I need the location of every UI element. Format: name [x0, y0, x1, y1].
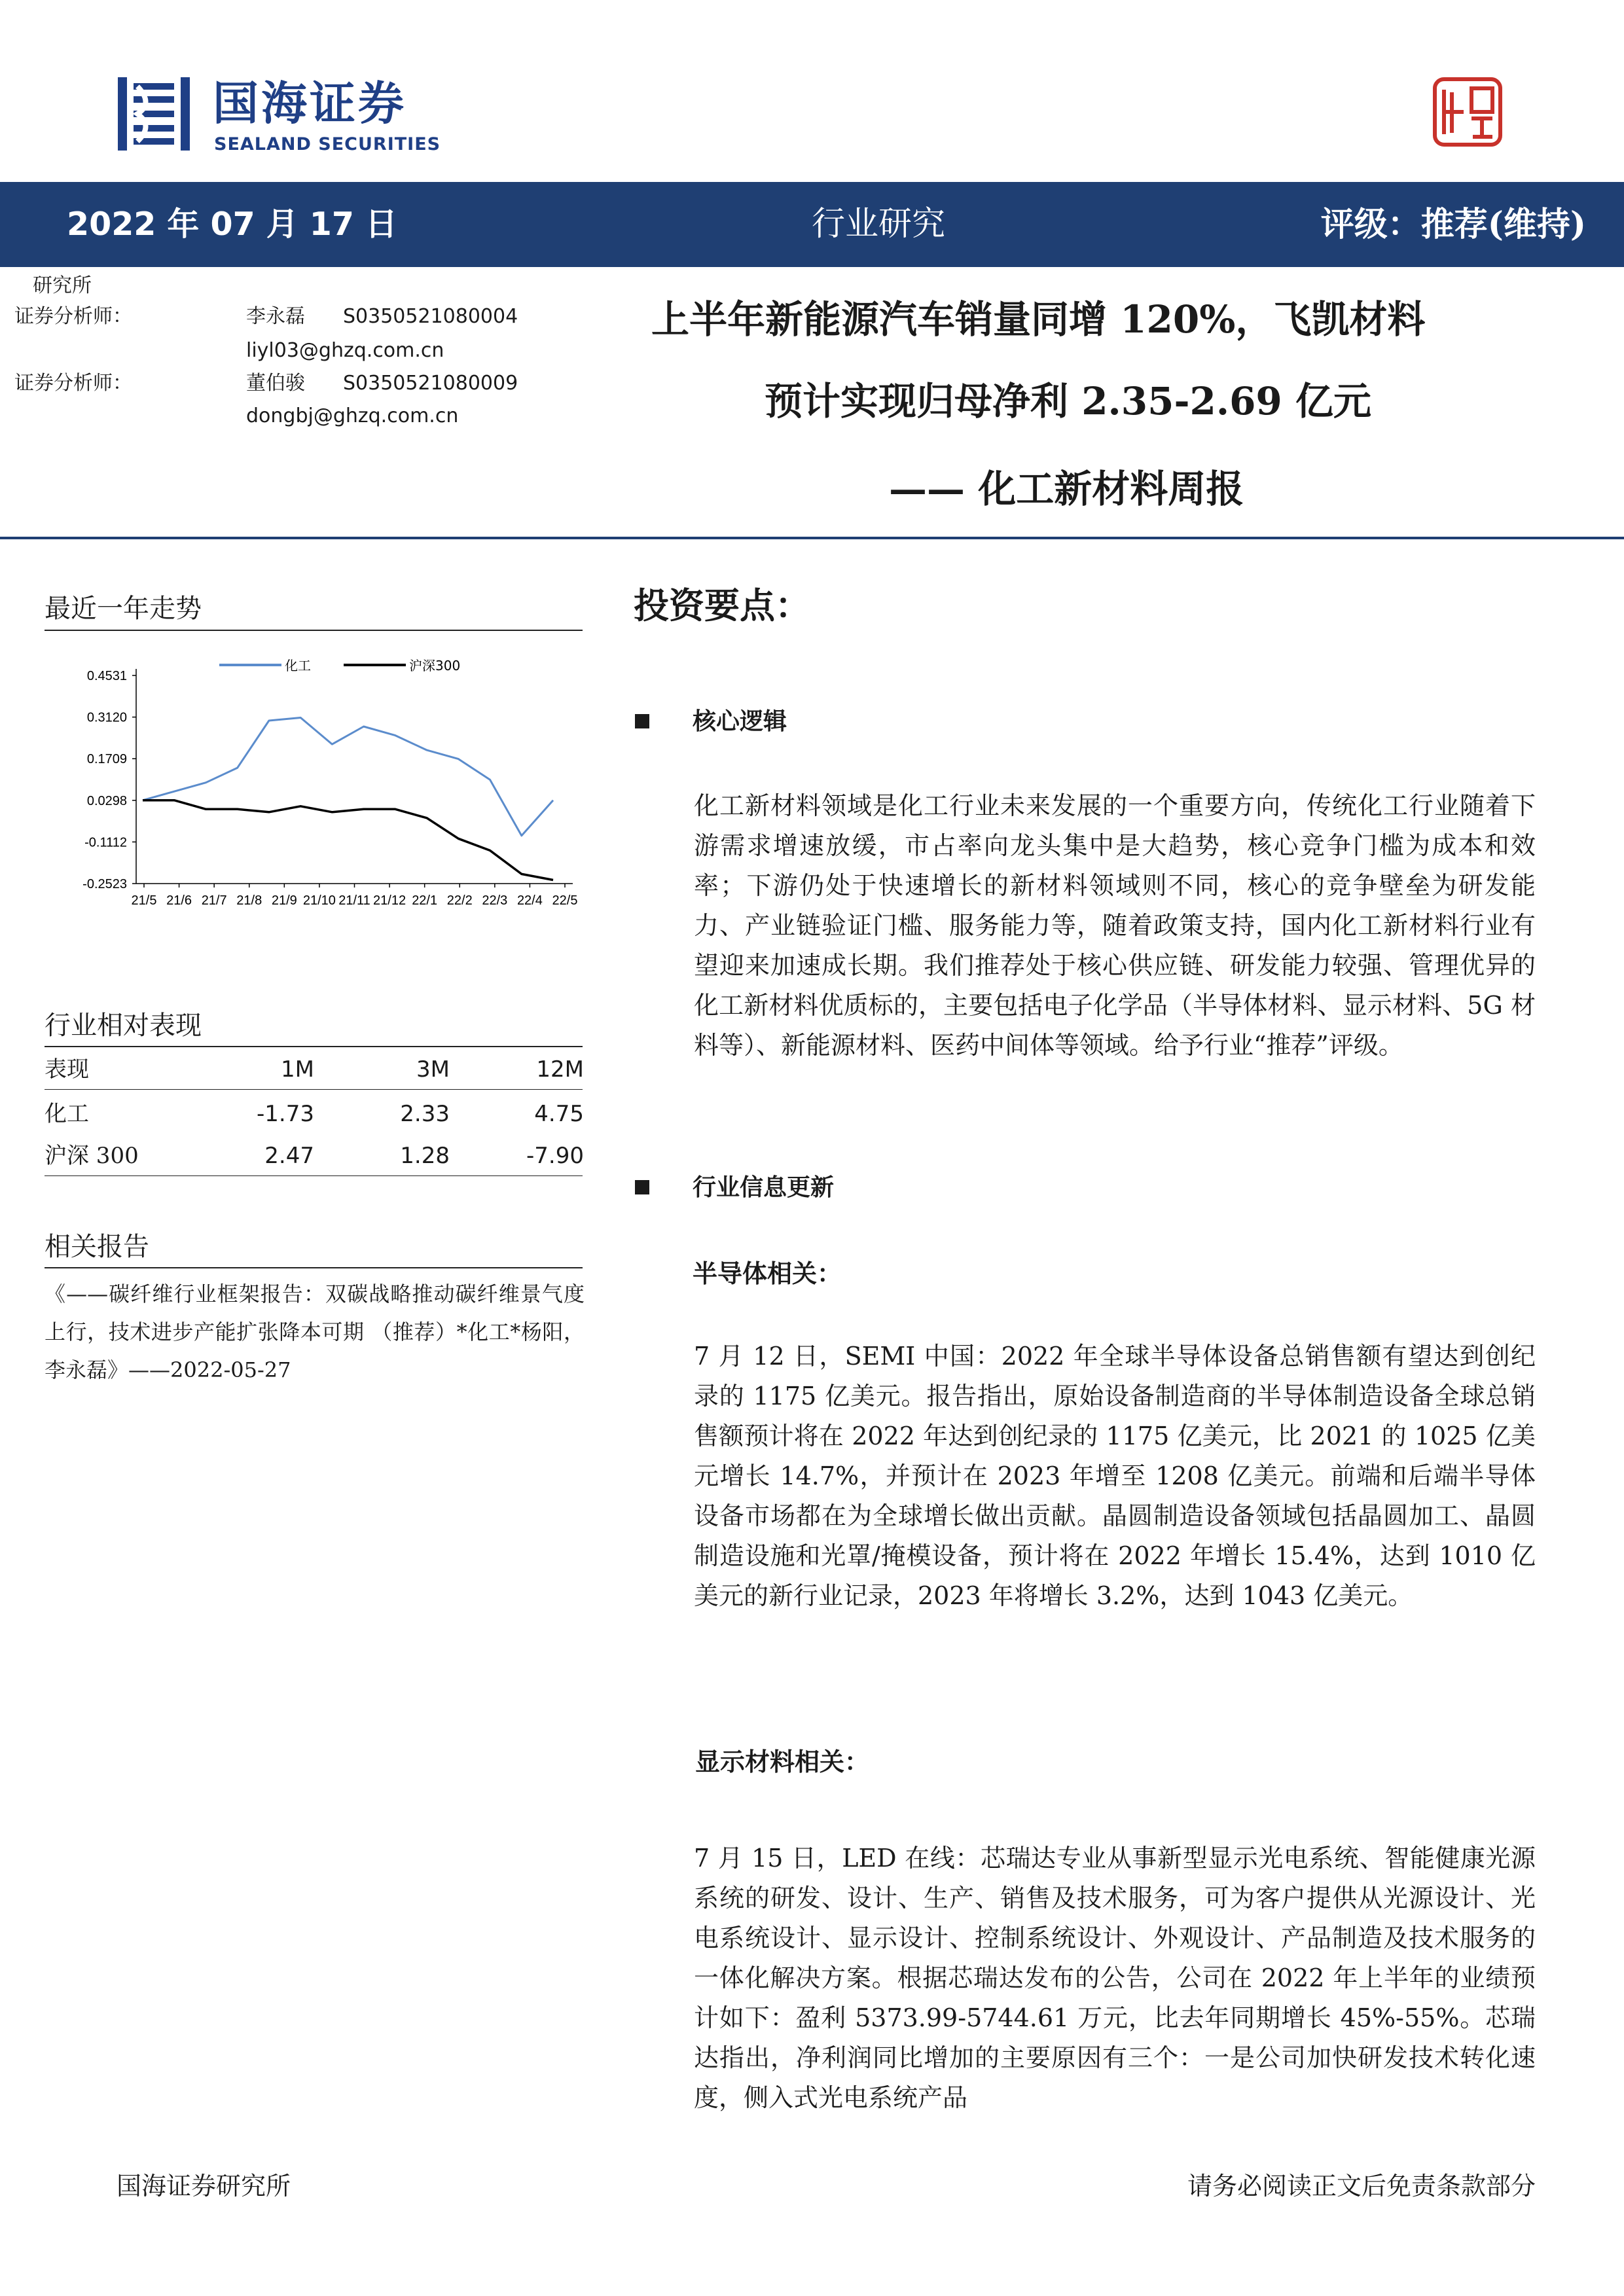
header-divider	[0, 537, 1624, 539]
chart-series-line	[143, 718, 553, 836]
display-subheading: 显示材料相关：	[695, 1747, 870, 1776]
section-title: 核心逻辑	[693, 708, 787, 735]
chart-y-tick-label: -0.2523	[82, 877, 127, 891]
chart-y-tick-label: 0.4531	[86, 669, 127, 683]
chart-x-tick-label: 21/5	[131, 893, 157, 908]
research-seal-icon	[1432, 77, 1503, 147]
chart-x-tick-label: 21/12	[373, 893, 406, 908]
chart-series-line	[143, 800, 553, 880]
chart-y-tick-label: 0.3120	[86, 710, 127, 725]
perf-cell: 4.75	[534, 1101, 584, 1127]
bullet-square-icon	[635, 714, 649, 728]
trend-chart	[46, 641, 589, 929]
bullet-square-icon	[635, 1180, 649, 1194]
chart-x-tick-label: 22/3	[482, 893, 508, 908]
trend-heading: 最近一年走势	[45, 594, 202, 624]
perf-header-1m: 1M	[281, 1056, 314, 1083]
perf-row-label: 化工	[45, 1101, 89, 1127]
report-subtitle: —— 化工新材料周报	[889, 467, 1244, 511]
report-title-line2: 预计实现归母净利 2.35-2.69 亿元	[765, 379, 1371, 423]
display-paragraph: 7 月 15 日，LED 在线：芯瑞达专业从事新型显示光电系统、智能健康光源系统的研发、设计、生产、销售及技术服务，可为客户提供从光源设计、光电系统设计、显示设计、控制系统设计、外观设计、产品制造及技术服务的一体化解决方案。根据芯瑞达发布的公告，公司在 2022 年上半年的业绩预计如下：盈利 5373.99-5744.61 万元，比去年同期增长 45%-55%。芯瑞达指出，净利润同比增加的主要原因有三个：一是公司加快研发技术转化速度，侧入式光电系统产品	[694, 1844, 1536, 2112]
footer-institute: 国海证券研究所	[117, 2172, 291, 2200]
analyst-name: 董伯骏	[246, 372, 305, 395]
brand-name-en: SEALAND SECURITIES	[214, 134, 441, 154]
perf-header-3m: 3M	[416, 1056, 450, 1083]
perf-cell: 2.33	[400, 1101, 450, 1127]
perf-header-label: 表现	[45, 1056, 89, 1083]
report-date: 2022 年 07 月 17 日	[67, 206, 398, 243]
chart-x-tick-label: 21/11	[338, 893, 370, 908]
section-title: 行业信息更新	[693, 1174, 835, 1201]
chart-legend-label: 化工	[285, 658, 311, 673]
analyst-email[interactable]: liyl03@ghzq.com.cn	[246, 339, 444, 362]
analyst-name: 李永磊	[246, 305, 305, 328]
trend-heading-rule	[45, 630, 583, 631]
analyst-label: 证券分析师：	[14, 372, 132, 395]
perf-cell: 2.47	[264, 1143, 314, 1169]
chart-y-tick-label: 0.1709	[86, 752, 127, 767]
core-logic-paragraph: 化工新材料领域是化工行业未来发展的一个重要方向，传统化工行业随着下游需求增速放缓，市占率向龙头集中是大趋势，核心竞争门槛为成本和效率；下游仍处于快速增长的新材料领域则不同，核心的竞争壁垒为研发能力、产业链验证门槛、服务能力等，随着政策支持，国内化工新材料行业有望迎来加速成长期。我们推荐处于核心供应链、研发能力较强、管理优异的化工新材料优质标的，主要包括电子化学品（半导体材料、显示材料、5G 材料等）、新能源材料、医药中间体等领域。给予行业“推荐”评级。	[694, 791, 1536, 1060]
chart-x-tick-label: 21/7	[201, 893, 227, 908]
rating: 评级：推荐(维持)	[1320, 205, 1586, 244]
chart-x-tick-label: 21/6	[166, 893, 192, 908]
perf-cell: -7.90	[526, 1143, 584, 1169]
analyst-code: S0350521080009	[343, 372, 518, 395]
brand-name-cn: 国海证券	[213, 77, 406, 130]
brand-logo-icon	[118, 77, 190, 151]
perf-header-12m: 12M	[536, 1056, 584, 1083]
chart-x-tick-label: 22/2	[446, 893, 473, 908]
chart-legend-label: 沪深300	[409, 658, 461, 673]
related-heading: 相关报告	[45, 1232, 149, 1262]
analyst-email[interactable]: dongbj@ghzq.com.cn	[246, 404, 459, 427]
chart-x-tick-label: 22/4	[516, 893, 543, 908]
report-title-line1: 上半年新能源汽车销量同增 120%，飞凯材料	[651, 297, 1426, 342]
chart-x-tick-label: 21/10	[302, 893, 336, 908]
performance-rule-mid	[45, 1089, 583, 1090]
analyst-label: 证券分析师：	[14, 305, 132, 328]
semiconductor-paragraph: 7 月 12 日，SEMI 中国：2022 年全球半导体设备总销售额有望达到创纪录的 1175 亿美元。报告指出，原始设备制造商的半导体制造设备全球总销售额预计将在 2022 年达到创纪录的 1175 亿美元，比 2021 的 1025 亿美元增长 14.7%，并预计在 2023 年增至 1208 亿美元。前端和后端半导体设备市场都在为全球增长做出贡献。晶圆制造设备领域包括晶圆加工、晶圆制造设施和光罩/掩模设备，预计将在 2022 年增长 15.4%，达到 1010 亿美元的新行业记录，2023 年将增长 3.2%，达到 1043 亿美元。	[694, 1342, 1536, 1610]
chart-y-tick-label: 0.0298	[86, 793, 127, 808]
performance-rule-top	[45, 1046, 583, 1047]
semiconductor-subheading: 半导体相关：	[693, 1259, 842, 1288]
perf-cell: 1.28	[400, 1143, 450, 1169]
main-heading: 投资要点：	[634, 584, 810, 626]
chart-x-tick-label: 22/5	[552, 893, 578, 908]
chart-x-tick-label: 21/8	[236, 893, 262, 908]
analyst-code: S0350521080004	[343, 305, 518, 328]
institute-label: 研究所	[33, 274, 92, 297]
chart-x-tick-label: 22/1	[412, 893, 438, 908]
performance-heading: 行业相对表现	[45, 1011, 202, 1041]
related-rule	[45, 1267, 583, 1268]
chart-x-tick-label: 21/9	[271, 893, 297, 908]
footer-disclaimer[interactable]: 请务必阅读正文后免责条款部分	[1187, 2172, 1536, 2200]
perf-cell: -1.73	[257, 1101, 314, 1127]
report-type: 行业研究	[812, 205, 946, 243]
perf-row-label: 沪深 300	[45, 1143, 139, 1169]
related-report-link[interactable]: 《——碳纤维行业框架报告：双碳战略推动碳纤维景气度上行，技术进步产能扩张降本可期 （推荐）*化工*杨阳，李永磊》——2022-05-27	[45, 1282, 585, 1382]
performance-rule-bottom	[45, 1175, 583, 1176]
chart-y-tick-label: -0.1112	[84, 835, 127, 850]
